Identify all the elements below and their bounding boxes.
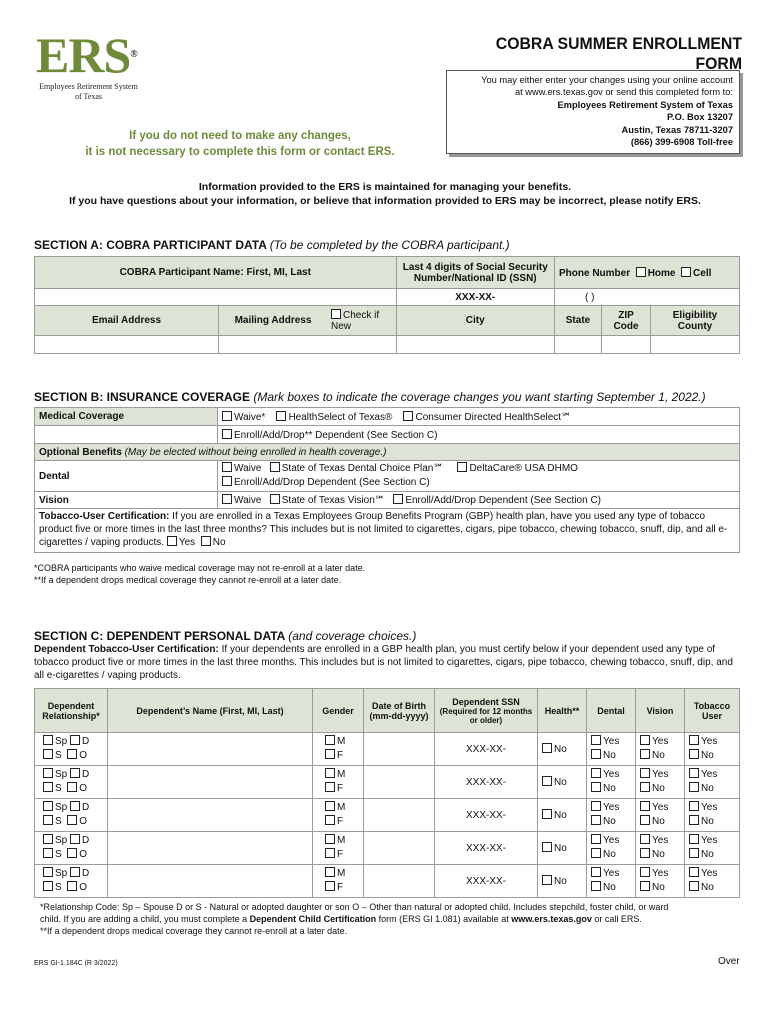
sp-checkbox[interactable] <box>43 801 53 811</box>
waive-medical-checkbox[interactable] <box>222 411 232 421</box>
dental-yes-checkbox[interactable] <box>591 801 601 811</box>
tobacco-cell: Yes No <box>685 766 740 799</box>
section-c-footnotes: *Relationship Code: Sp – Spouse D or S - Natural or adopted daughter or son O – Other than natural or adopted child. Includes stepchild, foster child, or ward child. If you are adding a child, you must complete a Dependent Child Certification form (ERS GI 1.081) available at www.ers.texas.gov or call ERS. **If a dependent drops medical coverage they cannot re-enroll at a later date. <box>40 902 669 936</box>
vision-plan-checkbox[interactable] <box>270 494 280 504</box>
sp-checkbox[interactable] <box>43 867 53 877</box>
phone-field[interactable]: ( ) <box>555 289 740 306</box>
health-cell: No <box>538 766 587 799</box>
dental-cell: Yes No <box>587 799 636 832</box>
state-label: State <box>555 306 602 336</box>
o-checkbox[interactable] <box>67 848 77 858</box>
address-box: You may either enter your changes using your online account at www.ers.texas.gov or send this completed form to: Employees Retirement System of Texas P.O. Box 13207 Austin, Texas 78711-3207 (866) 399-6908 Toll-free <box>446 70 740 154</box>
tobacco-cell: Yes No <box>685 832 740 865</box>
tobacco-no-checkbox[interactable] <box>689 815 699 825</box>
male-checkbox[interactable] <box>325 867 335 877</box>
s-checkbox[interactable] <box>43 782 53 792</box>
dependent-row <box>35 832 740 865</box>
vision-cell: Yes No <box>636 865 685 898</box>
ers-logo: ERS® <box>36 27 137 83</box>
d-checkbox[interactable] <box>70 867 80 877</box>
female-checkbox[interactable] <box>325 848 335 858</box>
participant-name-label: COBRA Participant Name: First, MI, Last <box>35 257 397 289</box>
vision-yes-checkbox[interactable] <box>640 801 650 811</box>
gender-header: Gender <box>313 689 364 733</box>
city-label: City <box>396 306 555 336</box>
female-checkbox[interactable] <box>325 782 335 792</box>
medical-label: Medical Coverage <box>35 408 218 426</box>
s-checkbox[interactable] <box>43 815 53 825</box>
mailing-field[interactable] <box>219 336 397 354</box>
gender-cell: M F <box>313 766 364 799</box>
d-checkbox[interactable] <box>70 834 80 844</box>
section-b-title: SECTION B: INSURANCE COVERAGE (Mark boxes to indicate the coverage changes you want starting September 1, 2022.) <box>34 390 706 404</box>
new-address-checkbox[interactable] <box>331 309 341 319</box>
male-checkbox[interactable] <box>325 834 335 844</box>
health-cell: No <box>538 799 587 832</box>
tobacco-yes-checkbox[interactable] <box>689 735 699 745</box>
vision-cell: Yes No <box>636 766 685 799</box>
health-no-checkbox[interactable] <box>542 875 552 885</box>
vision-cell: Yes No <box>636 832 685 865</box>
ssn-field[interactable]: XXX-XX- <box>396 289 555 306</box>
dental-no-checkbox[interactable] <box>591 782 601 792</box>
no-change-notice: If you do not need to make any changes, it is not necessary to complete this form or contact ERS. <box>85 130 395 158</box>
phone-label: Phone Number Home Cell <box>555 257 740 289</box>
over-label: Over <box>718 956 740 967</box>
state-field[interactable] <box>555 336 602 354</box>
d-checkbox[interactable] <box>70 768 80 778</box>
ssn-label: Last 4 digits of Social Security Number/National ID (SSN) <box>396 257 555 289</box>
dob-header: Date of Birth (mm-dd-yyyy) <box>364 689 435 733</box>
vision-cell: Yes No <box>636 799 685 832</box>
relationship-cell: Sp D S O <box>35 865 108 898</box>
medical-enroll-dep[interactable]: Enroll/Add/Drop** Dependent (See Section C) <box>218 426 740 444</box>
health-cell: No <box>538 832 587 865</box>
dependent-name-field[interactable] <box>108 766 313 799</box>
dental-no-checkbox[interactable] <box>591 881 601 891</box>
gender-cell: M F <box>313 799 364 832</box>
o-checkbox[interactable] <box>67 881 77 891</box>
s-checkbox[interactable] <box>43 749 53 759</box>
email-field[interactable] <box>35 336 219 354</box>
tobacco-no-checkbox[interactable] <box>689 881 699 891</box>
tobacco-cell: Yes No <box>685 865 740 898</box>
cell-checkbox[interactable] <box>681 267 691 277</box>
male-checkbox[interactable] <box>325 801 335 811</box>
vision-yes-checkbox[interactable] <box>640 768 650 778</box>
relationship-cell: Sp D S O <box>35 799 108 832</box>
vision-header: Vision <box>636 689 685 733</box>
dental-yes-checkbox[interactable] <box>591 768 601 778</box>
tobacco-no-checkbox[interactable] <box>689 848 699 858</box>
waive-dental-checkbox[interactable] <box>222 462 232 472</box>
dependent-ssn-field[interactable]: XXX-XX- <box>435 865 538 898</box>
vision-options: Waive State of Texas Vision℠ Enroll/Add/Drop Dependent (See Section C) <box>218 492 740 509</box>
female-checkbox[interactable] <box>325 815 335 825</box>
mailing-label: Mailing Address <box>219 306 328 336</box>
info-notice: Information provided to the ERS is maintained for managing your benefits. If you have questions about your information, or believe that information provided to ERS may be incorrect, please notify ERS. <box>69 181 701 207</box>
male-checkbox[interactable] <box>325 768 335 778</box>
health-header: Health** <box>538 689 587 733</box>
health-no-checkbox[interactable] <box>542 743 552 753</box>
form-title: COBRA SUMMER ENROLLMENT FORM <box>495 34 742 73</box>
dob-field[interactable] <box>364 832 435 865</box>
vision-no-checkbox[interactable] <box>640 848 650 858</box>
dependents-table <box>34 688 740 898</box>
dependent-ssn-field[interactable]: XXX-XX- <box>435 832 538 865</box>
section-c-title: SECTION C: DEPENDENT PERSONAL DATA (and coverage choices.) <box>34 629 417 643</box>
gender-cell: M F <box>313 865 364 898</box>
dental-cell: Yes No <box>587 832 636 865</box>
o-checkbox[interactable] <box>67 815 77 825</box>
relationship-header: Dependent Relationship* <box>35 689 108 733</box>
dob-field[interactable] <box>364 766 435 799</box>
name-header: Dependent’s Name (First, MI, Last) <box>108 689 313 733</box>
relationship-cell: Sp D S O <box>35 733 108 766</box>
dental-cell: Yes No <box>587 733 636 766</box>
vision-no-checkbox[interactable] <box>640 815 650 825</box>
tobacco-yes-checkbox[interactable] <box>689 768 699 778</box>
dependent-name-field[interactable] <box>108 733 313 766</box>
healthselect-checkbox[interactable] <box>276 411 286 421</box>
s-checkbox[interactable] <box>43 881 53 891</box>
tobacco-no-checkbox[interactable] <box>689 749 699 759</box>
dental-no-checkbox[interactable] <box>591 749 601 759</box>
vision-yes-checkbox[interactable] <box>640 867 650 877</box>
dependent-row <box>35 865 740 898</box>
zip-label: ZIP Code <box>602 306 651 336</box>
female-checkbox[interactable] <box>325 881 335 891</box>
tobacco-cell: Yes No <box>685 733 740 766</box>
dependent-tobacco-cert: Dependent Tobacco-User Certification: If your dependents are enrolled in a GBP health plan, you must certify below if your dependent used any type of tobacco product five or more times in the last three months. This includes but is not limited to cigarettes, cigars, pipe tobacco, chewing tobacco, snuff, dip, and all e-cigarettes / vaping products. <box>34 644 733 681</box>
sp-checkbox[interactable] <box>43 834 53 844</box>
sp-checkbox[interactable] <box>43 768 53 778</box>
dental-label: Dental <box>35 461 218 492</box>
dental-yes-checkbox[interactable] <box>591 735 601 745</box>
section-b-table <box>34 407 740 553</box>
o-checkbox[interactable] <box>67 749 77 759</box>
dental-header: Dental <box>587 689 636 733</box>
zip-field[interactable] <box>602 336 651 354</box>
vision-cell: Yes No <box>636 733 685 766</box>
tobacco-yes-checkbox[interactable] <box>689 801 699 811</box>
cdhp-checkbox[interactable] <box>403 411 413 421</box>
health-cell: No <box>538 865 587 898</box>
vision-no-checkbox[interactable] <box>640 881 650 891</box>
home-checkbox[interactable] <box>636 267 646 277</box>
dependent-ssn-field[interactable]: XXX-XX- <box>435 733 538 766</box>
tobacco-certification: Tobacco-User Certification: If you are enrolled in a Texas Employees Group Benefits Program (GBP) health plan, have you used any type of tobacco product five or more times in the last three months? This includes but is not limited to cigarettes, cigars, pipe tobacco, chewing tobacco, snuff, dip, and all e-cigarettes / vaping products. Yes No <box>35 509 740 553</box>
vision-no-checkbox[interactable] <box>640 749 650 759</box>
d-checkbox[interactable] <box>70 735 80 745</box>
section-a-table <box>34 256 740 354</box>
dental-no-checkbox[interactable] <box>591 815 601 825</box>
dob-field[interactable] <box>364 799 435 832</box>
vision-label: Vision <box>35 492 218 509</box>
vision-dep-checkbox[interactable] <box>393 494 403 504</box>
health-no-checkbox[interactable] <box>542 842 552 852</box>
dependent-ssn-field[interactable]: XXX-XX- <box>435 766 538 799</box>
dental-cell: Yes No <box>587 865 636 898</box>
dental-options: Waive State of Texas Dental Choice Plan℠ DeltaCare® USA DHMO Enroll/Add/Drop Dependent (See Section C) <box>218 461 740 492</box>
enroll-dep-checkbox[interactable] <box>222 429 232 439</box>
gender-cell: M F <box>313 733 364 766</box>
vision-no-checkbox[interactable] <box>640 782 650 792</box>
sp-checkbox[interactable] <box>43 735 53 745</box>
section-a-title: SECTION A: COBRA PARTICIPANT DATA (To be completed by the COBRA participant.) <box>34 238 510 252</box>
health-no-checkbox[interactable] <box>542 809 552 819</box>
health-no-checkbox[interactable] <box>542 776 552 786</box>
female-checkbox[interactable] <box>325 749 335 759</box>
waive-vision-checkbox[interactable] <box>222 494 232 504</box>
vision-yes-checkbox[interactable] <box>640 834 650 844</box>
dependent-name-field[interactable] <box>108 865 313 898</box>
dental-cell: Yes No <box>587 766 636 799</box>
tobacco-yes-checkbox[interactable] <box>689 834 699 844</box>
tobacco-header: Tobacco User <box>685 689 740 733</box>
health-cell: No <box>538 733 587 766</box>
male-checkbox[interactable] <box>325 735 335 745</box>
logo-subtitle: Employees Retirement System of Texas <box>39 82 138 101</box>
ssn-header: Dependent SSN (Required for 12 months or older) <box>435 689 538 733</box>
s-checkbox[interactable] <box>43 848 53 858</box>
gender-cell: M F <box>313 832 364 865</box>
tobacco-yes-checkbox[interactable] <box>167 536 177 546</box>
dependent-ssn-field[interactable]: XXX-XX- <box>435 799 538 832</box>
form-code: ERS GI-1.184C (R 3/2022) <box>34 960 118 967</box>
dob-field[interactable] <box>364 865 435 898</box>
medical-options: Waive* HealthSelect of Texas® Consumer Directed HealthSelect℠ <box>218 408 740 426</box>
tobacco-no-checkbox[interactable] <box>201 536 211 546</box>
dental-dep-checkbox[interactable] <box>222 476 232 486</box>
email-label: Email Address <box>35 306 219 336</box>
section-b-footnotes: *COBRA participants who waive medical coverage may not re-enroll at a later date. **If a dependent drops medical coverage they cannot re-enroll at a later date. <box>34 563 366 585</box>
o-checkbox[interactable] <box>67 782 77 792</box>
dental-yes-checkbox[interactable] <box>591 834 601 844</box>
dental-yes-checkbox[interactable] <box>591 867 601 877</box>
vision-yes-checkbox[interactable] <box>640 735 650 745</box>
city-field[interactable] <box>396 336 555 354</box>
dependent-row <box>35 766 740 799</box>
dependent-name-field[interactable] <box>108 799 313 832</box>
eligibility-field[interactable] <box>651 336 740 354</box>
relationship-cell: Sp D S O <box>35 766 108 799</box>
relationship-cell: Sp D S O <box>35 832 108 865</box>
dependent-name-field[interactable] <box>108 832 313 865</box>
dental-no-checkbox[interactable] <box>591 848 601 858</box>
deltacare-checkbox[interactable] <box>457 462 467 472</box>
dob-field[interactable] <box>364 733 435 766</box>
eligibility-label: Eligibility County <box>651 306 740 336</box>
tobacco-no-checkbox[interactable] <box>689 782 699 792</box>
tobacco-cell: Yes No <box>685 799 740 832</box>
dependents-header <box>35 689 740 733</box>
participant-name-field[interactable] <box>35 289 397 306</box>
check-if-new[interactable]: Check if New <box>327 306 396 336</box>
dependent-row <box>35 799 740 832</box>
tobacco-yes-checkbox[interactable] <box>689 867 699 877</box>
optional-benefits-row: Optional Benefits (May be elected without being enrolled in health coverage.) <box>35 444 740 461</box>
d-checkbox[interactable] <box>70 801 80 811</box>
dependent-row <box>35 733 740 766</box>
dental-choice-checkbox[interactable] <box>270 462 280 472</box>
